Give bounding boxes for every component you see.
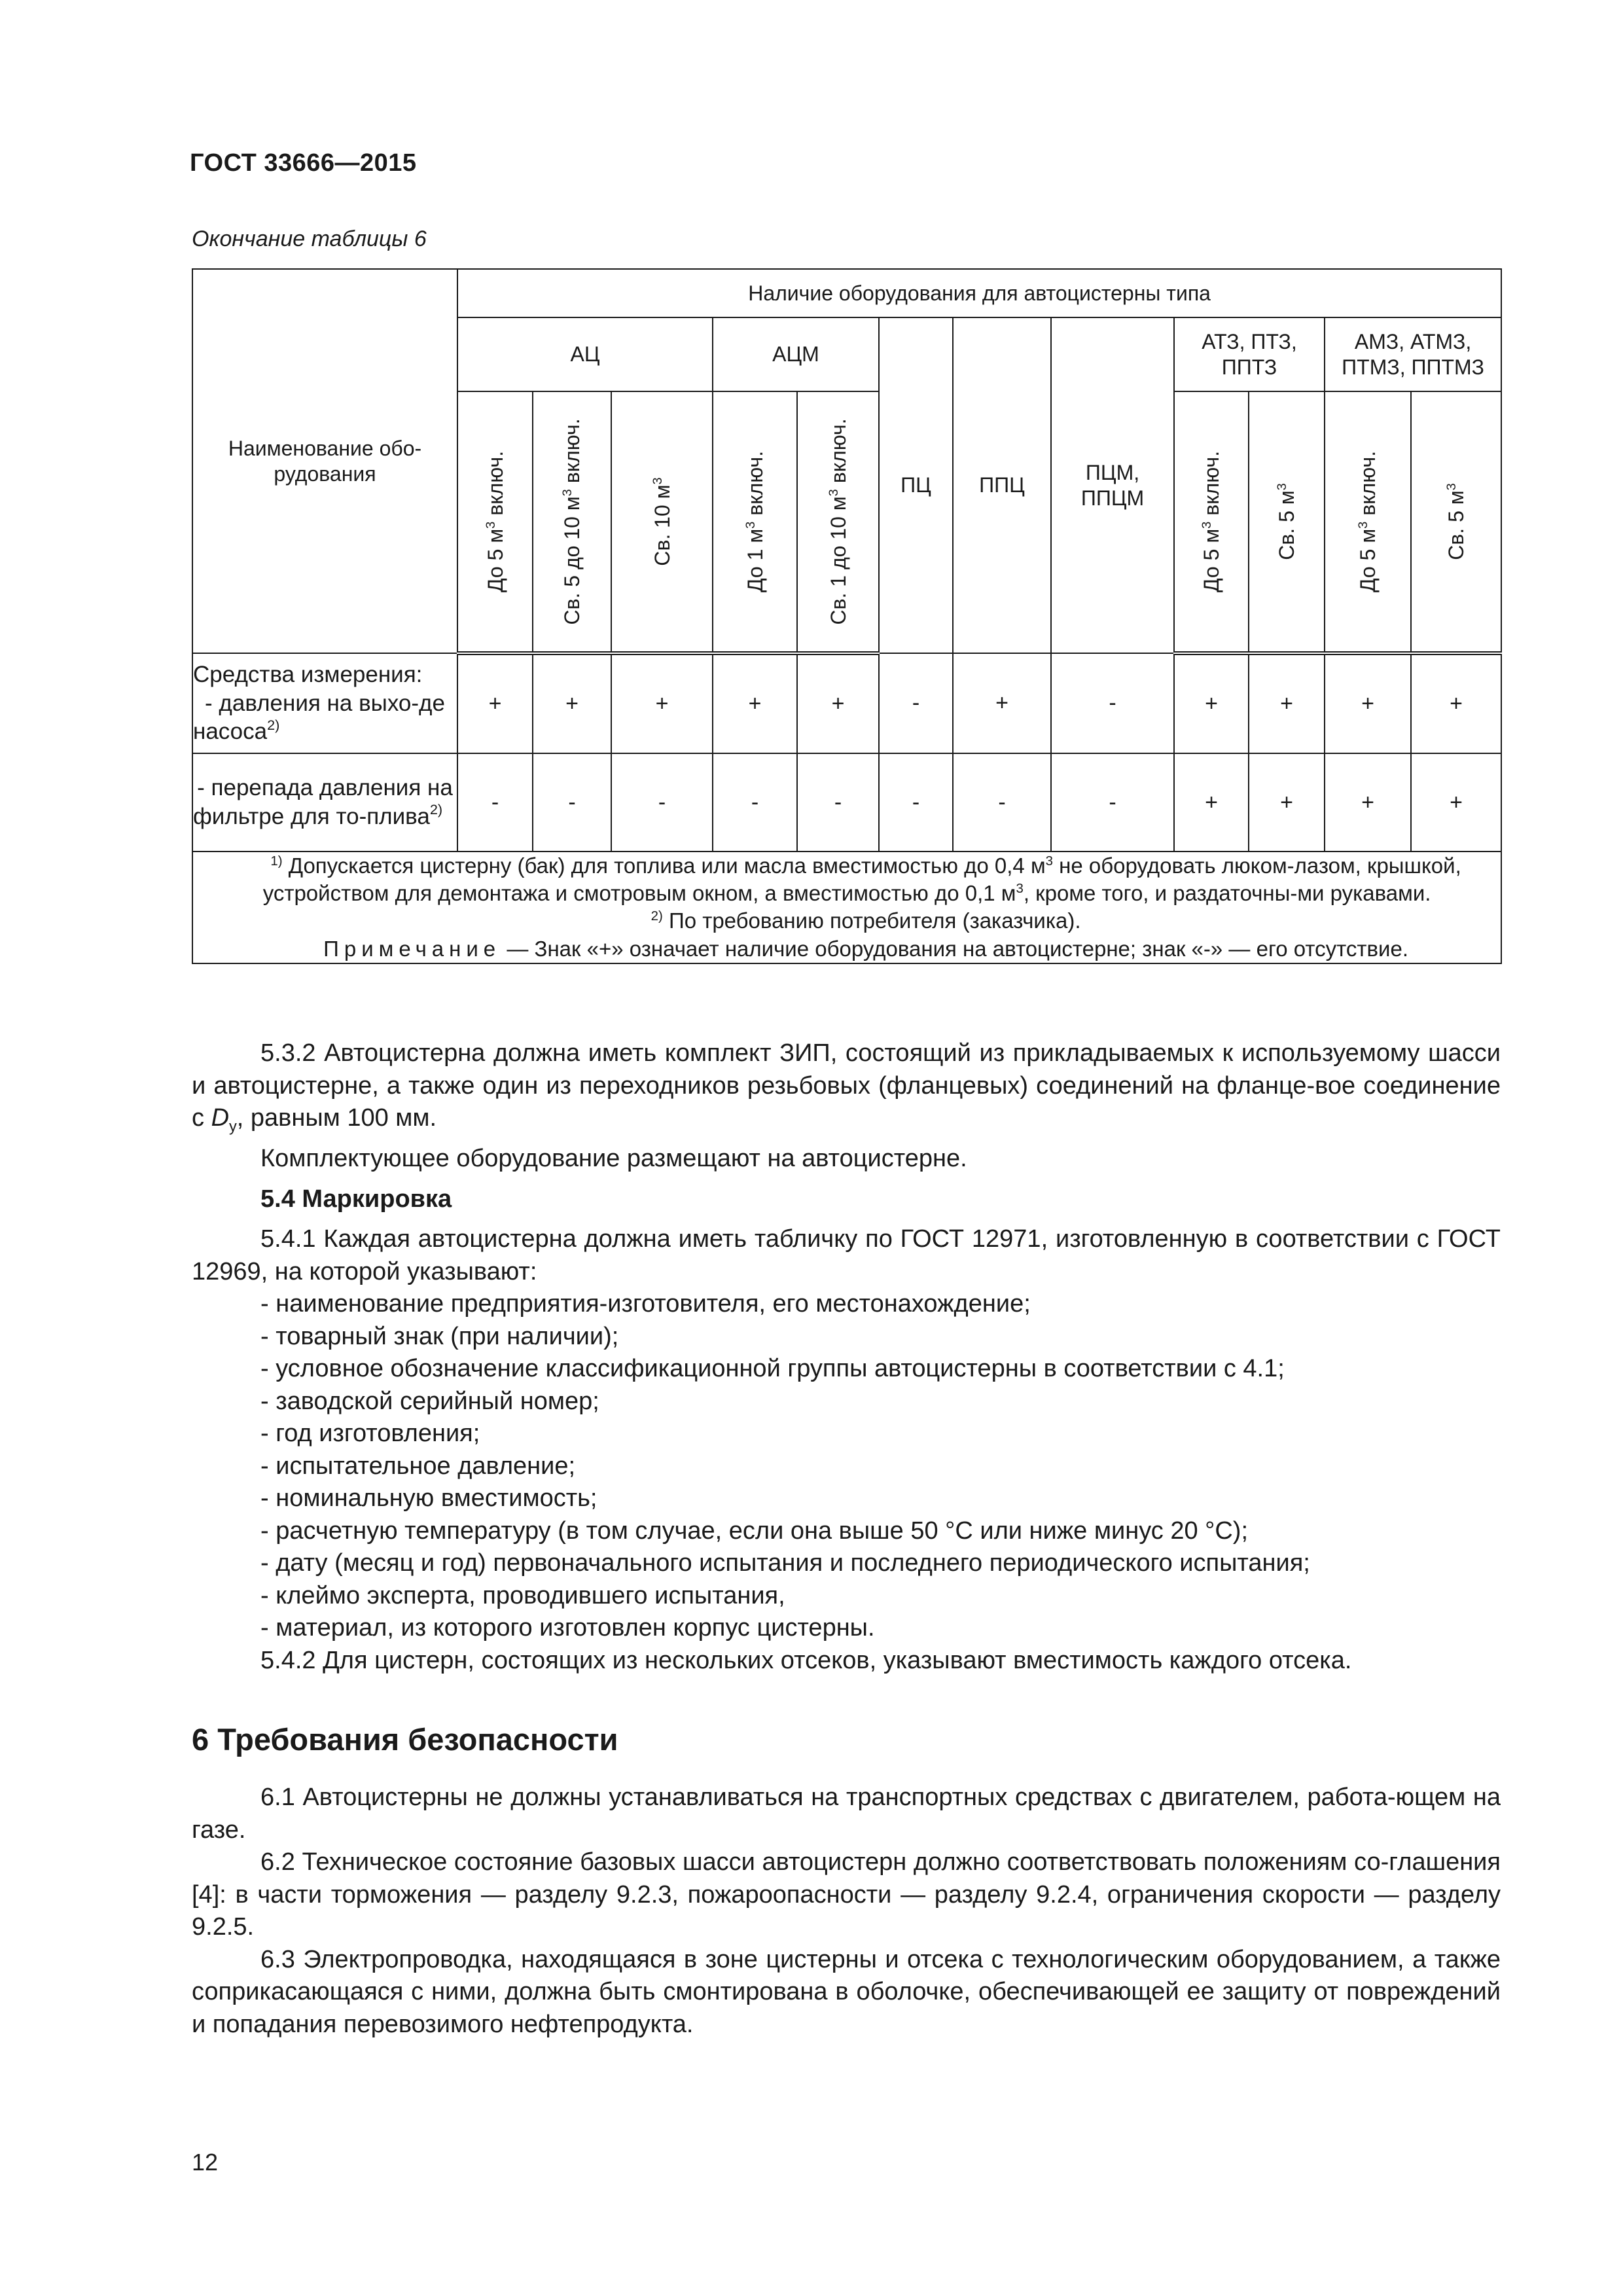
table-caption: Окончание таблицы 6 (192, 226, 427, 251)
paragraph-6-1: 6.1 Автоцистерны не должны устанавливаться на транспортных средствах с двигателем, работа-ющем на газе. (192, 1784, 1501, 1844)
subhead-acm-1: До 1 $м^3$ включ. (713, 391, 797, 653)
table-cell: + (797, 653, 879, 753)
paragraph-6-3: 6.3 Электропроводка, находящаяся в зоне цистерны и отсека с технологическим оборудованием, а также соприкасающаяся с ними, должна быть смонтирована в оболочке, обеспечивающей ее защиту от повреждений и попадания перевозимого нефтепродукта. (192, 1945, 1501, 2038)
table-note: Примечание — Знак «+» означает наличие оборудования на автоцистерне; знак «-» — его отсутствие. (323, 936, 1408, 961)
table-cell: + (611, 653, 713, 753)
table-cell: + (1411, 753, 1501, 852)
equipment-table (192, 268, 1502, 964)
table-cell: + (533, 653, 611, 753)
type-atz: АТЗ, ПТЗ, ППТЗ (1174, 317, 1325, 391)
list-item: - наименование предприятия-изготовителя, его местонахождение; (260, 1290, 1031, 1318)
subhead-atz-2: Св. 5 $м^3$ (1249, 391, 1325, 653)
section-title-6: 6 Требования безопасности (192, 1722, 618, 1757)
subhead-amz-1: До 5 $м^3$ включ. (1325, 391, 1411, 653)
table-cell: - (1051, 753, 1174, 852)
table-cell: + (1325, 753, 1411, 852)
table-cell: + (1411, 653, 1501, 753)
list-item: - испытательное давление; (260, 1452, 576, 1480)
table-cell: + (1325, 653, 1411, 753)
list-item: - номинальную вместимость; (260, 1484, 597, 1513)
table-row (192, 653, 1501, 753)
table-cell: + (713, 653, 797, 753)
table-cell: + (457, 653, 533, 753)
subhead-amz-2: Св. 5 $м^3$ (1411, 391, 1501, 653)
type-amz: АМЗ, АТМЗ, ПТМЗ, ППТМЗ (1325, 317, 1501, 391)
list-item: - товарный знак (при наличии); (260, 1322, 619, 1350)
type-pcm: ПЦМ, ППЦМ (1051, 317, 1174, 653)
type-pc: ПЦ (879, 317, 953, 653)
table-cell: - (879, 753, 953, 852)
paragraph-5-4-1: 5.4.1 Каждая автоцистерна должна иметь табличку по ГОСТ 12971, изготовленную в соответствии с ГОСТ 12969, на которой указывают: (192, 1225, 1501, 1285)
list-item: - расчетную температуру (в том случае, если она выше 50 °С или ниже минус 20 °С); (260, 1516, 1249, 1545)
list-item: - год изготовления; (260, 1420, 480, 1448)
list-item: - материал, из которого изготовлен корпус цистерны. (260, 1614, 875, 1642)
type-ppc: ППЦ (953, 317, 1051, 653)
table-cell: - (953, 753, 1051, 852)
group-header: Наличие оборудования для автоцистерны типа (457, 269, 1501, 317)
section-6-text (192, 1782, 1501, 2041)
name-column-header: Наименование обо-рудования (192, 269, 457, 653)
subhead-ac-3: Св. 10 $м^3$ (611, 391, 713, 653)
list-item: - клеймо эксперта, проводившего испытания, (260, 1581, 785, 1609)
table-cell: + (953, 653, 1051, 753)
subhead-atz-1: До 5 $м^3$ включ. (1174, 391, 1249, 653)
table-notes (192, 852, 1501, 963)
type-acm: АЦМ (713, 317, 879, 391)
subhead-ac-2: Св. 5 до 10 $м^3$ включ. (533, 391, 611, 653)
table-cell: - (797, 753, 879, 852)
table-cell: + (1249, 753, 1325, 852)
table-row (192, 753, 1501, 852)
section-5-text (192, 1037, 1501, 1677)
paragraph-6-2: 6.2 Техническое состояние базовых шасси автоцистерн должно соответствовать положениям со-глашения [4]: в части торможения — разделу 9.2.3, пожароопасности — разделу 9.2.4, ограничения скорости — разделу 9.2.5. (192, 1848, 1501, 1941)
subsection-title-5-4: 5.4 Маркировка (260, 1185, 452, 1213)
type-ac: АЦ (457, 317, 713, 391)
list-item: - условное обозначение классификационной группы автоцистерны в соответствии с 4.1; (260, 1355, 1285, 1383)
table-cell: - (1051, 653, 1174, 753)
row-label: Средства измерения: - давления на выхо-де насоса$^{2)}$ (192, 653, 457, 753)
page-number: 12 (192, 2149, 219, 2176)
paragraph-5-3-2: 5.3.2 Автоцистерна должна иметь комплект ЗИП, состоящий из прикладываемых к используемому шасси и автоцистерне, а также один из переходников резьбовых (фланцевых) соединений на фланце-вое соединение с $D_y$, равным 100 мм. (192, 1039, 1501, 1135)
table-cell: - (713, 753, 797, 852)
table-cell: + (1174, 753, 1249, 852)
list-item: - дату (месяц и год) первоначального испытания и последнего периодического испытания; (260, 1549, 1310, 1577)
footnote-1: $^{1)}$ Допускается цистерну (бак) для топлива или масла вместимостью до 0,4 $м^3$ не оборудовать люком-лазом, крышкой, устройством для демонтажа и смотровым окном, а вместимостью до 0,1 $м^3$, кроме того, и раздаточны-ми рукавами. (262, 853, 1461, 906)
table-cell: - (879, 653, 953, 753)
subhead-ac-1: До 5 $м^3$ включ. (457, 391, 533, 653)
footnote-2: $^{2)}$ По требованию потребителя (заказчика). (651, 908, 1081, 933)
table-cell: - (533, 753, 611, 852)
table-cell: + (1174, 653, 1249, 753)
list-item: - заводской серийный номер; (260, 1387, 599, 1415)
document-header: ГОСТ 33666—2015 (190, 149, 417, 177)
table-cell: - (611, 753, 713, 852)
paragraph-5-3-2-cont: Комплектующее оборудование размещают на автоцистерне. (260, 1145, 967, 1173)
subhead-acm-2: Св. 1 до 10 $м^3$ включ. (797, 391, 879, 653)
paragraph-5-4-2: 5.4.2 Для цистерн, состоящих из нескольких отсеков, указывают вместимость каждого отсека. (260, 1646, 1352, 1674)
table-cell: - (457, 753, 533, 852)
table-cell: + (1249, 653, 1325, 753)
row-label: - перепада давления на фильтре для то-плива$^{2)}$ (192, 753, 457, 852)
